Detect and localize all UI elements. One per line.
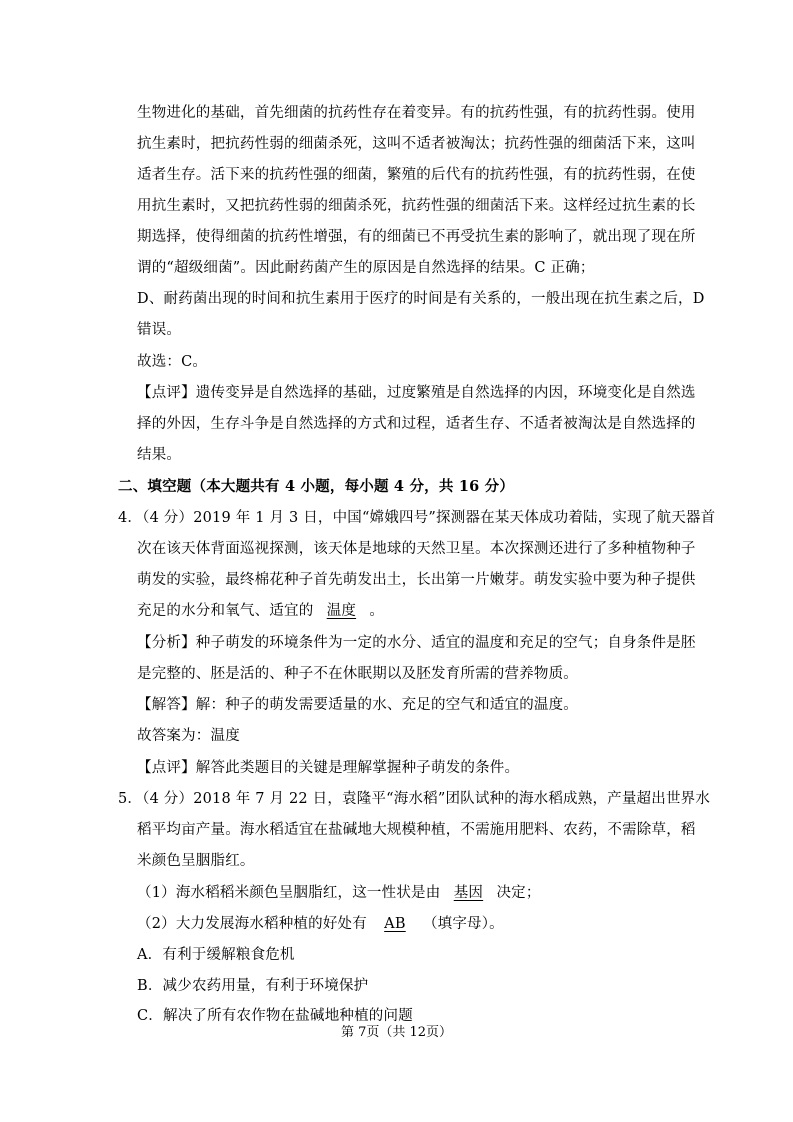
page-footer: 第 7页（共 12页） bbox=[340, 1025, 453, 1040]
question-4-line: 4．（4 分）2019 年 1 月 3 日，中国“嫦娥四号”探测器在某天体成功着陆，实现了航天器首 bbox=[118, 510, 716, 526]
question-4-prefix: 充足的水分和氧气、适宜的 bbox=[137, 603, 314, 619]
option-a: A．有利于缓解粮食危机 bbox=[137, 947, 295, 963]
sub-question-1-suffix: 决定； bbox=[496, 885, 541, 901]
solution-line: 【解答】解：种子的萌发需要适量的水、充足的空气和适宜的温度。 bbox=[137, 697, 578, 713]
text-line: 期选择，使得细菌的抗药性增强，有的细菌已不再受抗生素的影响了，就出现了现在所 bbox=[137, 229, 696, 245]
question-4-suffix: 。 bbox=[369, 603, 385, 619]
analysis-line: 【分析】种子萌发的环境条件为一定的水分、适宜的温度和充足的空气；自身条件是胚 bbox=[137, 635, 696, 651]
question-5-line: 稻平均亩产量。海水稻适宜在盐碱地大规模种植，不需施用肥料、农药，不需除草，稻 bbox=[137, 822, 696, 838]
text-line: 谓的“超级细菌”。因此耐药菌产生的原因是自然选择的结果。C 正确； bbox=[137, 260, 595, 276]
comment-line: 结果。 bbox=[137, 447, 182, 463]
section-heading: 二、填空题（本大题共有 4 小题，每小题 4 分，共 16 分） bbox=[118, 478, 515, 495]
sub-question-2-suffix: （填字母）。 bbox=[422, 916, 504, 932]
sub-question-1 bbox=[137, 883, 677, 903]
option-c: C．解决了所有农作物在盐碱地种植的问题 bbox=[137, 1008, 413, 1024]
option-d-line: 错误。 bbox=[137, 322, 182, 338]
comment-line: 【点评】遗传变异是自然选择的基础，过度繁殖是自然选择的内因，环境变化是自然选 bbox=[137, 385, 696, 401]
question-4-line: 萌发的实验，最终棉花种子首先萌发出土，长出第一片嫩芽。萌发实验中要为种子提供 bbox=[137, 572, 696, 588]
analysis-line: 是完整的、胚是活的、种子不在休眠期以及胚发育所需的营养物质。 bbox=[137, 666, 578, 682]
final-answer-line: 故答案为：温度 bbox=[137, 728, 240, 744]
answer-blank: 温度 bbox=[326, 603, 357, 619]
sub-question-1-prefix: （1）海水稻稻米颜色呈胭脂红，这一性状是由 bbox=[137, 885, 441, 901]
question-5-line: 5．（4 分）2018 年 7 月 22 日，袁隆平“海水稻”团队试种的海水稻成熟，产量超出世界水 bbox=[118, 791, 711, 807]
choice-line: 故选：C。 bbox=[137, 354, 208, 370]
comment-line: 【点评】解答此类题目的关键是理解掌握种子萌发的条件。 bbox=[137, 760, 520, 776]
answer-blank: AB bbox=[384, 916, 406, 932]
option-d-line: D、耐药菌出现的时间和抗生素用于医疗的时间是有关系的，一般出现在抗生素之后，D bbox=[137, 291, 705, 307]
text-line: 生物进化的基础，首先细菌的抗药性存在着变异。有的抗药性强，有的抗药性弱。使用 bbox=[137, 105, 696, 121]
answer-blank: 基因 bbox=[453, 885, 484, 901]
text-line: 抗生素时，把抗药性弱的细菌杀死，这叫不适者被淘汰；抗药性强的细菌活下来，这叫 bbox=[137, 136, 696, 152]
comment-line: 择的外因，生存斗争是自然选择的方式和过程，适者生存、不适者被淘汰是自然选择的 bbox=[137, 416, 696, 432]
question-4-line: 次在该天体背面巡视探测，该天体是地球的天然卫星。本次探测还进行了多种植物种子 bbox=[137, 541, 696, 557]
sub-question-2 bbox=[137, 914, 677, 934]
text-line: 用抗生素时，又把抗药性弱的细菌杀死，抗药性强的细菌活下来。这样经过抗生素的长 bbox=[137, 198, 696, 214]
question-5-line: 米颜色呈胭脂红。 bbox=[137, 853, 255, 869]
text-line: 适者生存。活下来的抗药性强的细菌，繁殖的后代有的抗药性强，有的抗药性弱，在使 bbox=[137, 167, 696, 183]
sub-question-2-prefix: （2）大力发展海水稻种植的好处有 bbox=[137, 916, 367, 932]
option-b: B．减少农药用量，有利于环境保护 bbox=[137, 978, 369, 994]
question-4-line bbox=[137, 601, 677, 621]
